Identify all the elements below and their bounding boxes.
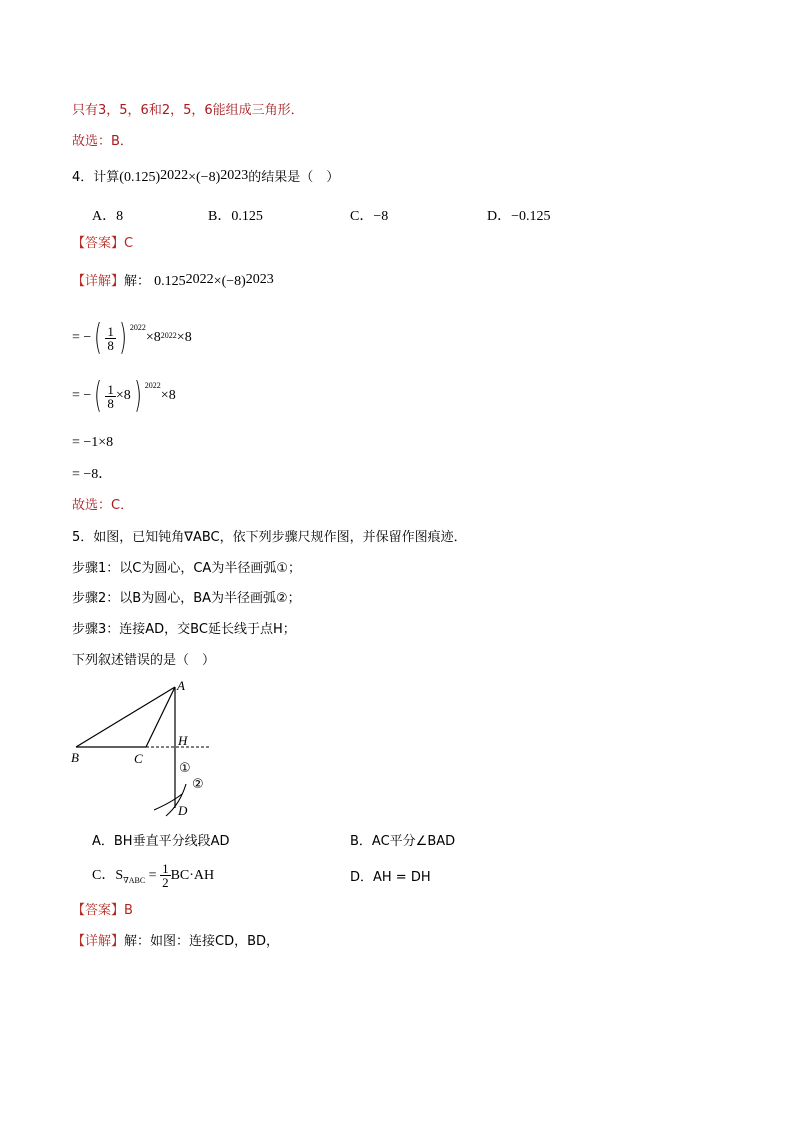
q4-answer-value: C [124,236,134,251]
label-H: H [178,733,188,748]
q4-base1: (0.125) [119,170,161,185]
q5-option-c-pre: C．S [92,868,124,883]
fraction-denominator: 2 [162,875,169,891]
q5-question: 下列叙述错误的是（ ） [72,653,216,668]
q5-option-c-sub: ∇ABC [123,875,146,885]
fraction-numerator: 1 [162,861,169,877]
q5-step-1: 步骤1：以C为圆心，CA为半径画弧①； [72,561,301,576]
q4-option-d: D．−0.125 [487,209,551,224]
q5-detail-tag: 【详解】 [72,934,125,949]
q4-stem-suffix: 的结果是（ ） [248,170,340,185]
fraction-denominator: 8 [107,395,114,411]
left-paren-icon: ( [94,317,103,358]
q5-answer [72,902,133,920]
q4-option-a: A．8 [92,209,124,224]
q5-option-c-post: BC·AH [170,868,215,883]
intro-line-2: 故选：B． [72,134,133,149]
fraction-numerator: 1 [107,381,114,397]
intro-line-1: 只有3，5，6和2，5，6能组成三角形． [72,103,304,118]
q4-conclusion: 故选：C． [72,498,134,513]
q4-step0-base: 0.125 [154,274,186,289]
q4-detail-tag: 【详解】 [72,274,125,289]
q4-exp2: 2023 [220,168,249,183]
q4-step2-fraction [105,383,116,410]
right-paren-icon: ) [133,375,142,416]
q4-step1-pre: = − [72,330,92,346]
q5-geometry-figure [62,676,222,821]
fraction-denominator: 8 [107,337,114,353]
q4-step1-exp2: 2022 [160,331,177,340]
q4-answer [72,235,133,253]
q5-option-c-eq: = [145,868,161,883]
q5-stem: 5．如图，已知钝角∇ABC，依下列步骤尺规作图，并保留作图痕迹． [72,530,467,545]
label-D: D [178,803,188,818]
q4-step1-end: ×8 [176,330,192,346]
label-C: C [134,751,143,766]
q4-step2-exp: 2022 [144,381,161,390]
q5-option-c [92,860,214,897]
q4-exp1: 2022 [160,168,189,183]
q5-answer-tag: 【答案】 [72,903,125,918]
q4-option-c: C．−8 [350,209,389,224]
q4-times: × [188,170,197,185]
q5-option-c-fraction [160,862,171,889]
q4-base2: (−8) [196,170,221,185]
q5-step-2: 步骤2：以B为圆心，BA为半径画弧②； [72,591,301,606]
q4-step0-exp2: 2023 [245,272,274,287]
q4-step4: = −8． [72,467,113,482]
q4-step3: = −1×8 [72,435,114,450]
q4-step1-mid: ×8 [145,330,161,346]
left-paren-icon: ( [94,375,103,416]
q4-detail [72,273,274,291]
q4-step1 [72,318,192,358]
q4-step2-pre: = − [72,388,92,404]
fraction-numerator: 1 [107,323,114,339]
q5-option-d: D．AH = DH [350,870,431,885]
q5-detail-text: 解：如图：连接CD，BD， [124,934,280,949]
q4-step0-mid: ×(−8) [213,274,246,289]
q5-detail [72,933,279,951]
q5-option-b: B．AC平分∠BAD [350,834,456,849]
q5-option-a: A．BH垂直平分线段AD [92,834,230,849]
q5-answer-value: B [124,903,133,918]
q4-answer-tag: 【答案】 [72,236,125,251]
q4-step2 [72,376,176,416]
q4-step2-end: ×8 [160,388,176,404]
q4-stem [72,169,339,187]
q4-step1-exp: 2022 [129,323,146,332]
arc-label-2: ② [192,777,204,792]
q4-step1-fraction [105,325,116,352]
label-B: B [71,750,79,765]
q4-detail-prefix: 解： [124,274,151,289]
arc-label-1: ① [179,761,191,776]
q4-stem-prefix: 4．计算 [72,170,120,185]
right-paren-icon: ) [119,317,127,358]
q4-step0-exp1: 2022 [185,272,214,287]
label-A: A [177,678,185,693]
q5-step-3: 步骤3：连接AD，交BC延长线于点H； [72,622,296,637]
q4-option-b: B．0.125 [208,209,263,224]
q4-step2-inner: ×8 [115,388,131,404]
